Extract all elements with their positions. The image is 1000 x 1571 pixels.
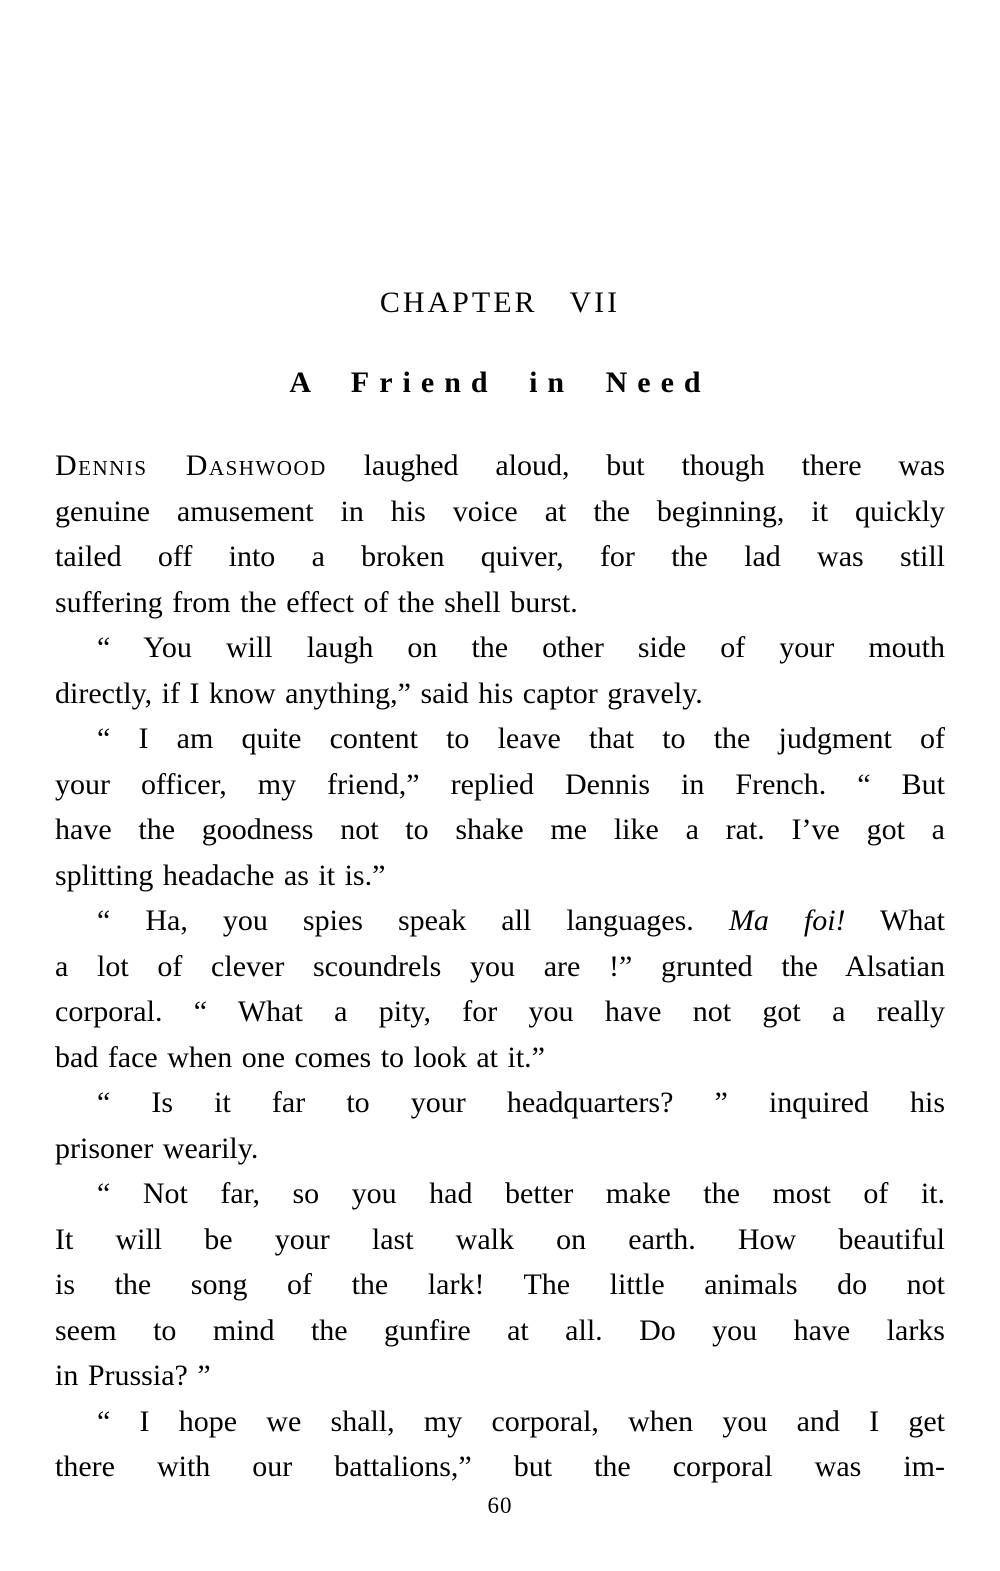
text-line: in Prussia? ” — [55, 1359, 211, 1392]
text-line — [55, 898, 945, 944]
text-line — [55, 443, 945, 489]
text-line: “ Not far, so you had better make the most of it. — [97, 1177, 945, 1210]
text-line: genuine amusement in his voice at the beginning, it quickly — [55, 494, 945, 528]
chapter-title: A Friend in Need — [289, 366, 711, 399]
text-line: “ You will laugh on the other side of your mouth — [97, 631, 945, 664]
text-line: tailed off into a broken quiver, for the lad was still — [55, 540, 945, 573]
chapter-heading: CHAPTER VII — [379, 286, 621, 319]
page-number: 60 — [487, 1492, 513, 1518]
french-phrase-italic: Ma foi! — [728, 904, 846, 937]
text-line: seem to mind the gunfire at all. Do you have larks — [55, 1313, 945, 1347]
text-line: bad face when one comes to look at it.” — [55, 1040, 545, 1074]
text-line: have the goodness not to shake me like a rat. I’ve got a — [55, 813, 945, 846]
text-line: directly, if I know anything,” said his captor gravely. — [55, 676, 703, 710]
text-line: prisoner wearily. — [55, 1131, 259, 1165]
body-text — [55, 443, 945, 1490]
text-line: is the song of the lark! The little animals do not — [55, 1268, 945, 1301]
text-line: “ I hope we shall, my corporal, when you and I get — [97, 1404, 945, 1438]
text-line: suffering from the effect of the shell burst. — [55, 585, 578, 619]
text-line: It will be your last walk on earth. How beautiful — [55, 1222, 945, 1256]
text-line-rest: laughed aloud, but though there was — [326, 449, 945, 482]
text-line: there with our battalions,” but the corporal was im- — [55, 1450, 945, 1483]
text-line-pre: “ Ha, you spies speak all languages. — [97, 904, 729, 937]
text-line: “ I am quite content to leave that to the judgment of — [97, 722, 945, 755]
text-line: a lot of clever scoundrels you are !” grunted the Alsatian — [55, 949, 945, 983]
text-line: corporal. “ What a pity, for you have not got a really — [55, 995, 945, 1028]
text-line: “ Is it far to your headquarters? ” inquired his — [97, 1086, 945, 1119]
character-name-smallcaps: Dennis Dashwood — [55, 449, 327, 482]
text-line-post: What — [845, 904, 945, 937]
text-line: splitting headache as it is.” — [55, 858, 386, 892]
text-line: your officer, my friend,” replied Dennis in French. “ But — [55, 767, 945, 801]
